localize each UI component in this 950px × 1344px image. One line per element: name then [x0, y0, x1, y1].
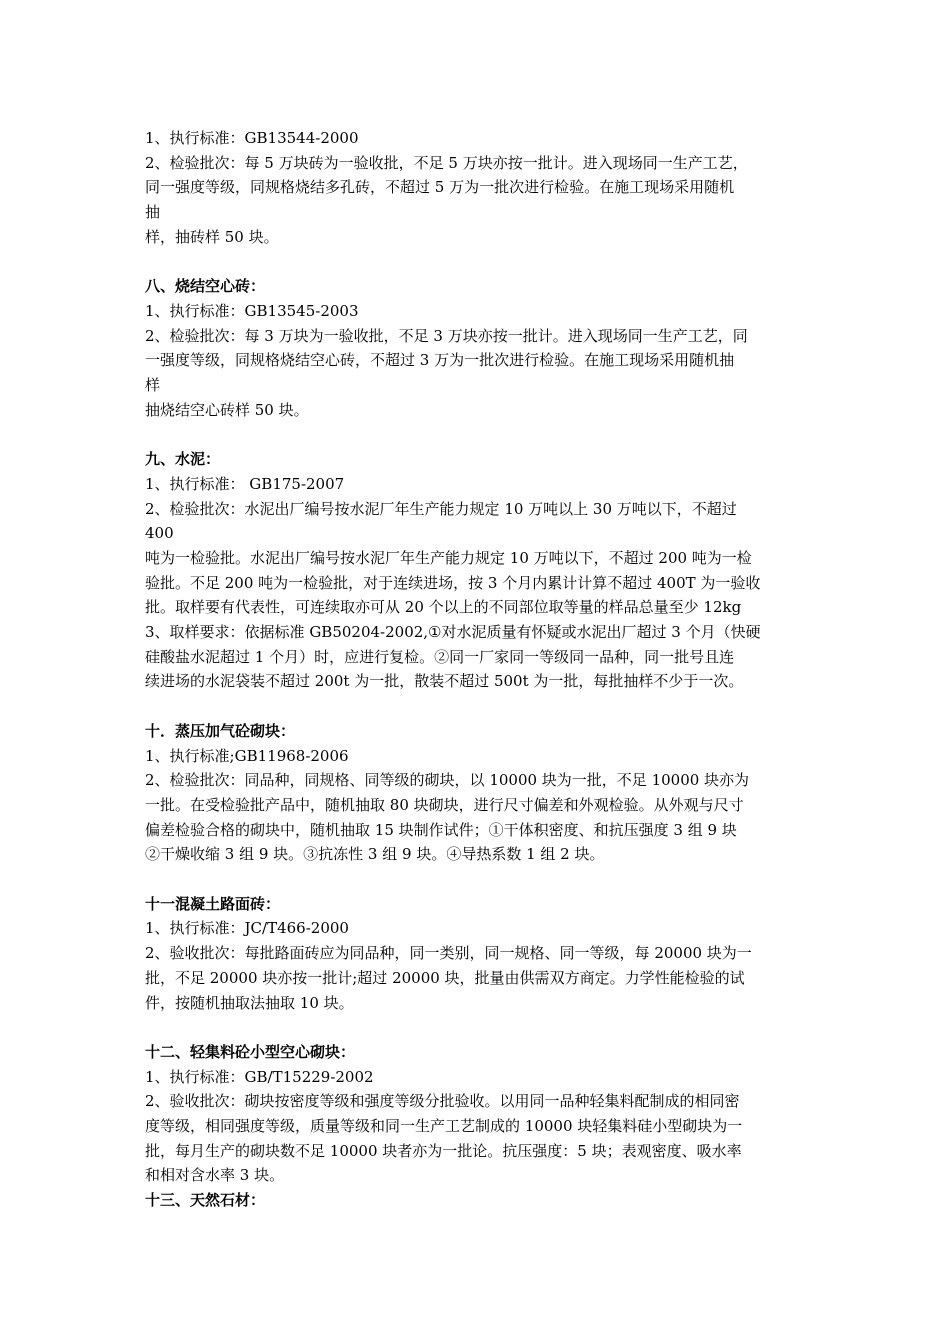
paragraph-line: 样	[145, 376, 161, 395]
paragraph-line: 抽	[145, 203, 161, 222]
paragraph-line: 2、检验批次：水泥出厂编号按水泥厂年生产能力规定 10 万吨以上 30 万吨以下，不超过	[145, 499, 737, 518]
paragraph-line: 偏差检验合格的砌块中，随机抽取 15 块制作试件；①干体积密度、和抗压强度 3 组 9 块	[145, 820, 737, 839]
paragraph-line: 1、执行标准：GB13545-2003	[145, 301, 359, 320]
paragraph-line: 批，每月生产的砌块数不足 10000 块者亦为一批论。抗压强度：5 块；表观密度、吸水率	[145, 1141, 742, 1160]
paragraph-line: 吨为一检验批。水泥出厂编号按水泥厂年生产能力规定 10 万吨以下，不超过 200 吨为一检	[145, 548, 752, 567]
paragraph-line: 2、检验批次：同品种，同规格、同等级的砌块，以 10000 块为一批，不足 10000 块亦为	[145, 771, 750, 790]
paragraph-line: 1、执行标准：GB/T15229-2002	[145, 1067, 374, 1086]
section-sintered-perforated-brick	[145, 126, 810, 250]
section-heading: 十．蒸压加气砼砌块：	[145, 721, 296, 740]
paragraph-line: 同一强度等级，同规格烧结多孔砖，不超过 5 万为一批次进行检验。在施工现场采用随机	[145, 178, 735, 197]
section-aerated-concrete-block	[145, 719, 810, 867]
document-body	[145, 126, 810, 1213]
paragraph-line: 1、执行标准： GB175-2007	[145, 474, 345, 493]
paragraph-line: 2、验收批次：砌块按密度等级和强度等级分批验收。以用同一品种轻集料配制成的相同密	[145, 1092, 740, 1111]
paragraph-line: 2、检验批次：每 3 万块为一验收批，不足 3 万块亦按一批计。进入现场同一生产工艺，同	[145, 326, 748, 345]
paragraph-line: 1、执行标准：JC/T466-2000	[145, 919, 349, 938]
section-heading: 九、水泥：	[145, 450, 221, 469]
paragraph-line: 2、验收批次：每批路面砖应为同品种，同一类别，同一规格、同一等级，每 20000 块为一	[145, 944, 752, 963]
paragraph-line: 和相对含水率 3 块。	[145, 1166, 285, 1185]
paragraph-line: 1、执行标准：GB13544-2000	[145, 129, 359, 147]
section-concrete-paving-brick	[145, 892, 810, 1016]
blank-line	[145, 867, 810, 892]
paragraph-line: 件，按随机抽取法抽取 10 块。	[145, 993, 354, 1012]
blank-line	[145, 250, 810, 275]
blank-line	[145, 694, 810, 719]
paragraph-line: 续进场的水泥袋装不超过 200t 为一批，散装不超过 500t 为一批，每批抽样不少于一次。	[145, 672, 744, 691]
paragraph-line: 样，抽砖样 50 块。	[145, 227, 279, 246]
section-heading: 十一混凝土路面砖：	[145, 894, 281, 913]
section-lightweight-aggregate-block	[145, 1040, 810, 1188]
paragraph-line: 400	[145, 524, 174, 543]
paragraph-line: 1、执行标准;GB11968-2006	[145, 746, 349, 765]
section-natural-stone	[145, 1188, 810, 1213]
paragraph-line: 2、检验批次：每 5 万块砖为一验收批，不足 5 万块亦按一批计。进入现场同一生产工艺，	[145, 153, 748, 172]
paragraph-line: 抽烧结空心砖样 50 块。	[145, 400, 309, 419]
section-heading: 十三、天然石材：	[145, 1191, 266, 1210]
paragraph-line: 批，不足 20000 块亦按一批计;超过 20000 块，批量由供需双方商定。力学性能检验的试	[145, 968, 745, 987]
paragraph-line: 硅酸盐水泥超过 1 个月）时，应进行复检。②同一厂家同一等级同一品种，同一批号且连	[145, 647, 735, 666]
section-heading: 十二、轻集料砼小型空心砌块：	[145, 1042, 356, 1061]
section-sintered-hollow-brick	[145, 274, 810, 422]
section-cement	[145, 447, 810, 694]
paragraph-line: 度等级，相同强度等级，质量等级和同一生产工艺制成的 10000 块轻集料硅小型砌块为一	[145, 1117, 743, 1136]
paragraph-line: ②干燥收缩 3 组 9 块。③抗冻性 3 组 9 块。④导热系数 1 组 2 块。	[145, 845, 605, 864]
paragraph-line: 3、取样要求：依据标准 GB50204-2002,①对水泥质量有怀疑或水泥出厂超过 3 个月（快硬	[145, 623, 761, 642]
blank-line	[145, 1015, 810, 1040]
paragraph-line: 批。取样要有代表性，可连续取亦可从 20 个以上的不同部位取等量的样品总量至少 12kg	[145, 598, 742, 617]
paragraph-line: 验批。不足 200 吨为一检验批，对于连续进场，按 3 个月内累计计算不超过 400T 为一验收	[145, 573, 761, 592]
section-heading: 八、烧结空心砖：	[145, 277, 266, 296]
paragraph-line: 一批。在受检验批产品中，随机抽取 80 块砌块，进行尺寸偏差和外观检验。从外观与尺寸	[145, 795, 744, 814]
paragraph-line: 一强度等级，同规格烧结空心砖，不超过 3 万为一批次进行检验。在施工现场采用随机抽	[145, 351, 735, 370]
blank-line	[145, 422, 810, 447]
